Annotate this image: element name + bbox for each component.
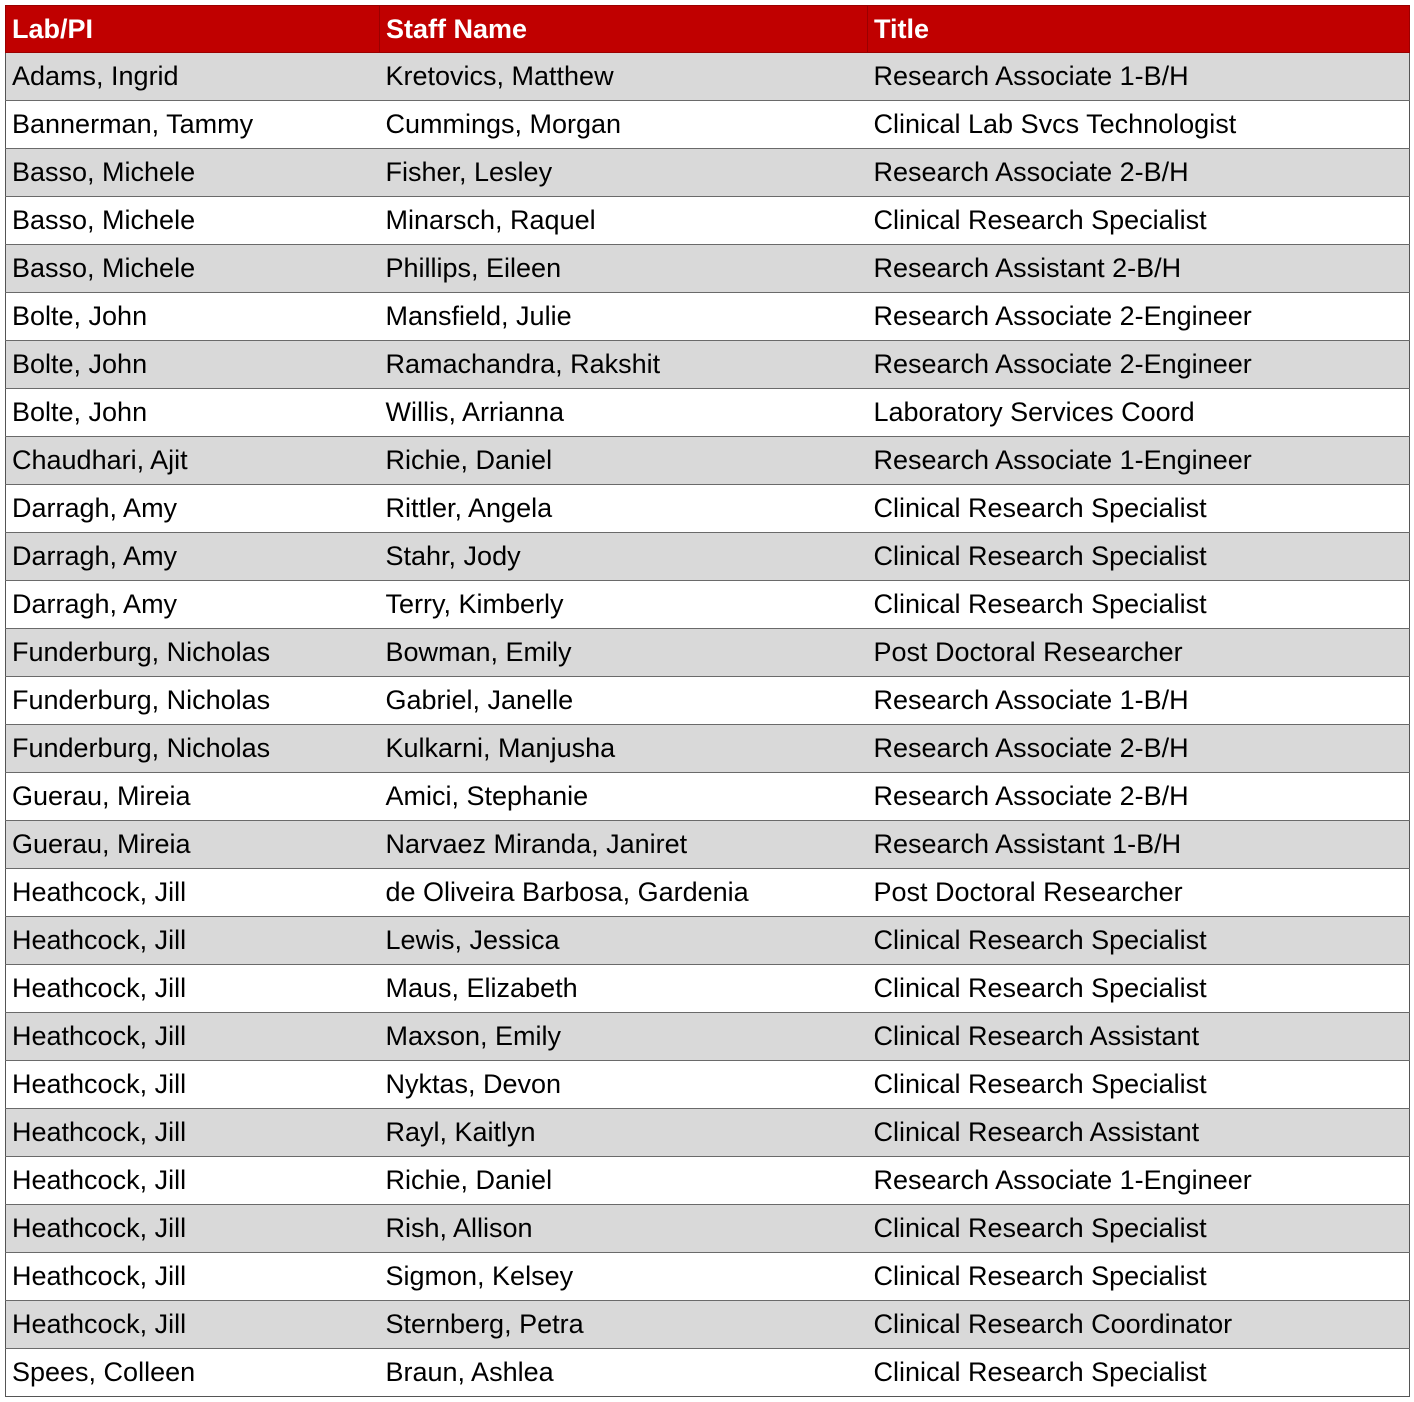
staff-name-cell: Richie, Daniel bbox=[380, 1157, 868, 1205]
title-cell: Research Associate 2-B/H bbox=[868, 725, 1410, 773]
table-row bbox=[6, 389, 1410, 437]
staff-name-cell: Terry, Kimberly bbox=[380, 581, 868, 629]
staff-name-cell: Bowman, Emily bbox=[380, 629, 868, 677]
staff-name-cell: Sigmon, Kelsey bbox=[380, 1253, 868, 1301]
lab-pi-cell: Bolte, John bbox=[6, 389, 380, 437]
table-row bbox=[6, 293, 1410, 341]
title-cell: Clinical Research Specialist bbox=[868, 581, 1410, 629]
header-title: Title bbox=[868, 6, 1410, 53]
title-cell: Clinical Research Specialist bbox=[868, 1349, 1410, 1397]
title-cell: Research Associate 2-Engineer bbox=[868, 341, 1410, 389]
title-cell: Clinical Research Specialist bbox=[868, 197, 1410, 245]
staff-name-cell: Cummings, Morgan bbox=[380, 101, 868, 149]
table-row bbox=[6, 1301, 1410, 1349]
table-row bbox=[6, 53, 1410, 101]
table-header bbox=[6, 6, 1410, 53]
lab-pi-cell: Heathcock, Jill bbox=[6, 1205, 380, 1253]
staff-name-cell: Willis, Arrianna bbox=[380, 389, 868, 437]
table-row bbox=[6, 1349, 1410, 1397]
staff-name-cell: Minarsch, Raquel bbox=[380, 197, 868, 245]
lab-pi-cell: Heathcock, Jill bbox=[6, 1253, 380, 1301]
title-cell: Research Associate 1-B/H bbox=[868, 677, 1410, 725]
staff-name-cell: Rayl, Kaitlyn bbox=[380, 1109, 868, 1157]
table-row bbox=[6, 1205, 1410, 1253]
lab-pi-cell: Heathcock, Jill bbox=[6, 869, 380, 917]
lab-pi-cell: Basso, Michele bbox=[6, 197, 380, 245]
lab-pi-cell: Chaudhari, Ajit bbox=[6, 437, 380, 485]
lab-pi-cell: Funderburg, Nicholas bbox=[6, 629, 380, 677]
staff-name-cell: Mansfield, Julie bbox=[380, 293, 868, 341]
table-row bbox=[6, 1157, 1410, 1205]
lab-pi-cell: Darragh, Amy bbox=[6, 533, 380, 581]
table-row bbox=[6, 965, 1410, 1013]
title-cell: Clinical Research Specialist bbox=[868, 965, 1410, 1013]
table-row bbox=[6, 725, 1410, 773]
staff-name-cell: Fisher, Lesley bbox=[380, 149, 868, 197]
lab-pi-cell: Heathcock, Jill bbox=[6, 1157, 380, 1205]
staff-name-cell: Sternberg, Petra bbox=[380, 1301, 868, 1349]
staff-name-cell: de Oliveira Barbosa, Gardenia bbox=[380, 869, 868, 917]
staff-name-cell: Rittler, Angela bbox=[380, 485, 868, 533]
lab-pi-cell: Heathcock, Jill bbox=[6, 1061, 380, 1109]
table-row bbox=[6, 629, 1410, 677]
lab-pi-cell: Bolte, John bbox=[6, 341, 380, 389]
lab-pi-cell: Guerau, Mireia bbox=[6, 773, 380, 821]
lab-pi-cell: Heathcock, Jill bbox=[6, 917, 380, 965]
header-lab-pi: Lab/PI bbox=[6, 6, 380, 53]
title-cell: Research Assistant 2-B/H bbox=[868, 245, 1410, 293]
table-row bbox=[6, 773, 1410, 821]
staff-name-cell: Braun, Ashlea bbox=[380, 1349, 868, 1397]
table-row bbox=[6, 197, 1410, 245]
title-cell: Laboratory Services Coord bbox=[868, 389, 1410, 437]
title-cell: Research Associate 2-B/H bbox=[868, 773, 1410, 821]
table-row bbox=[6, 821, 1410, 869]
staff-name-cell: Nyktas, Devon bbox=[380, 1061, 868, 1109]
title-cell: Clinical Research Coordinator bbox=[868, 1301, 1410, 1349]
lab-pi-cell: Adams, Ingrid bbox=[6, 53, 380, 101]
staff-name-cell: Rish, Allison bbox=[380, 1205, 868, 1253]
lab-pi-cell: Basso, Michele bbox=[6, 245, 380, 293]
title-cell: Clinical Research Specialist bbox=[868, 917, 1410, 965]
lab-pi-cell: Spees, Colleen bbox=[6, 1349, 380, 1397]
table-row bbox=[6, 581, 1410, 629]
staff-table-container bbox=[5, 5, 1409, 1397]
table-row bbox=[6, 149, 1410, 197]
title-cell: Clinical Research Specialist bbox=[868, 1061, 1410, 1109]
title-cell: Research Associate 1-B/H bbox=[868, 53, 1410, 101]
title-cell: Clinical Lab Svcs Technologist bbox=[868, 101, 1410, 149]
staff-name-cell: Lewis, Jessica bbox=[380, 917, 868, 965]
table-row bbox=[6, 869, 1410, 917]
lab-pi-cell: Funderburg, Nicholas bbox=[6, 677, 380, 725]
table-row bbox=[6, 1013, 1410, 1061]
title-cell: Clinical Research Specialist bbox=[868, 1253, 1410, 1301]
title-cell: Research Associate 1-Engineer bbox=[868, 1157, 1410, 1205]
table-row bbox=[6, 1061, 1410, 1109]
title-cell: Post Doctoral Researcher bbox=[868, 629, 1410, 677]
staff-table bbox=[5, 5, 1410, 1397]
table-row bbox=[6, 245, 1410, 293]
lab-pi-cell: Funderburg, Nicholas bbox=[6, 725, 380, 773]
table-row bbox=[6, 1253, 1410, 1301]
table-row bbox=[6, 533, 1410, 581]
header-staff-name: Staff Name bbox=[380, 6, 868, 53]
lab-pi-cell: Guerau, Mireia bbox=[6, 821, 380, 869]
table-row bbox=[6, 917, 1410, 965]
staff-name-cell: Stahr, Jody bbox=[380, 533, 868, 581]
lab-pi-cell: Bannerman, Tammy bbox=[6, 101, 380, 149]
staff-name-cell: Maxson, Emily bbox=[380, 1013, 868, 1061]
title-cell: Clinical Research Specialist bbox=[868, 533, 1410, 581]
staff-name-cell: Ramachandra, Rakshit bbox=[380, 341, 868, 389]
lab-pi-cell: Heathcock, Jill bbox=[6, 1109, 380, 1157]
title-cell: Research Associate 2-Engineer bbox=[868, 293, 1410, 341]
title-cell: Clinical Research Assistant bbox=[868, 1109, 1410, 1157]
lab-pi-cell: Bolte, John bbox=[6, 293, 380, 341]
staff-name-cell: Gabriel, Janelle bbox=[380, 677, 868, 725]
title-cell: Clinical Research Specialist bbox=[868, 485, 1410, 533]
title-cell: Research Associate 2-B/H bbox=[868, 149, 1410, 197]
table-row bbox=[6, 485, 1410, 533]
staff-name-cell: Kulkarni, Manjusha bbox=[380, 725, 868, 773]
title-cell: Post Doctoral Researcher bbox=[868, 869, 1410, 917]
table-row bbox=[6, 677, 1410, 725]
staff-name-cell: Richie, Daniel bbox=[380, 437, 868, 485]
table-row bbox=[6, 341, 1410, 389]
lab-pi-cell: Heathcock, Jill bbox=[6, 965, 380, 1013]
table-row bbox=[6, 437, 1410, 485]
lab-pi-cell: Darragh, Amy bbox=[6, 485, 380, 533]
title-cell: Research Associate 1-Engineer bbox=[868, 437, 1410, 485]
staff-name-cell: Narvaez Miranda, Janiret bbox=[380, 821, 868, 869]
lab-pi-cell: Basso, Michele bbox=[6, 149, 380, 197]
staff-name-cell: Amici, Stephanie bbox=[380, 773, 868, 821]
lab-pi-cell: Heathcock, Jill bbox=[6, 1301, 380, 1349]
staff-name-cell: Phillips, Eileen bbox=[380, 245, 868, 293]
table-body bbox=[6, 53, 1410, 1397]
lab-pi-cell: Heathcock, Jill bbox=[6, 1013, 380, 1061]
title-cell: Clinical Research Specialist bbox=[868, 1205, 1410, 1253]
lab-pi-cell: Darragh, Amy bbox=[6, 581, 380, 629]
table-row bbox=[6, 101, 1410, 149]
staff-name-cell: Maus, Elizabeth bbox=[380, 965, 868, 1013]
staff-name-cell: Kretovics, Matthew bbox=[380, 53, 868, 101]
header-row bbox=[6, 6, 1410, 53]
title-cell: Research Assistant 1-B/H bbox=[868, 821, 1410, 869]
title-cell: Clinical Research Assistant bbox=[868, 1013, 1410, 1061]
table-row bbox=[6, 1109, 1410, 1157]
